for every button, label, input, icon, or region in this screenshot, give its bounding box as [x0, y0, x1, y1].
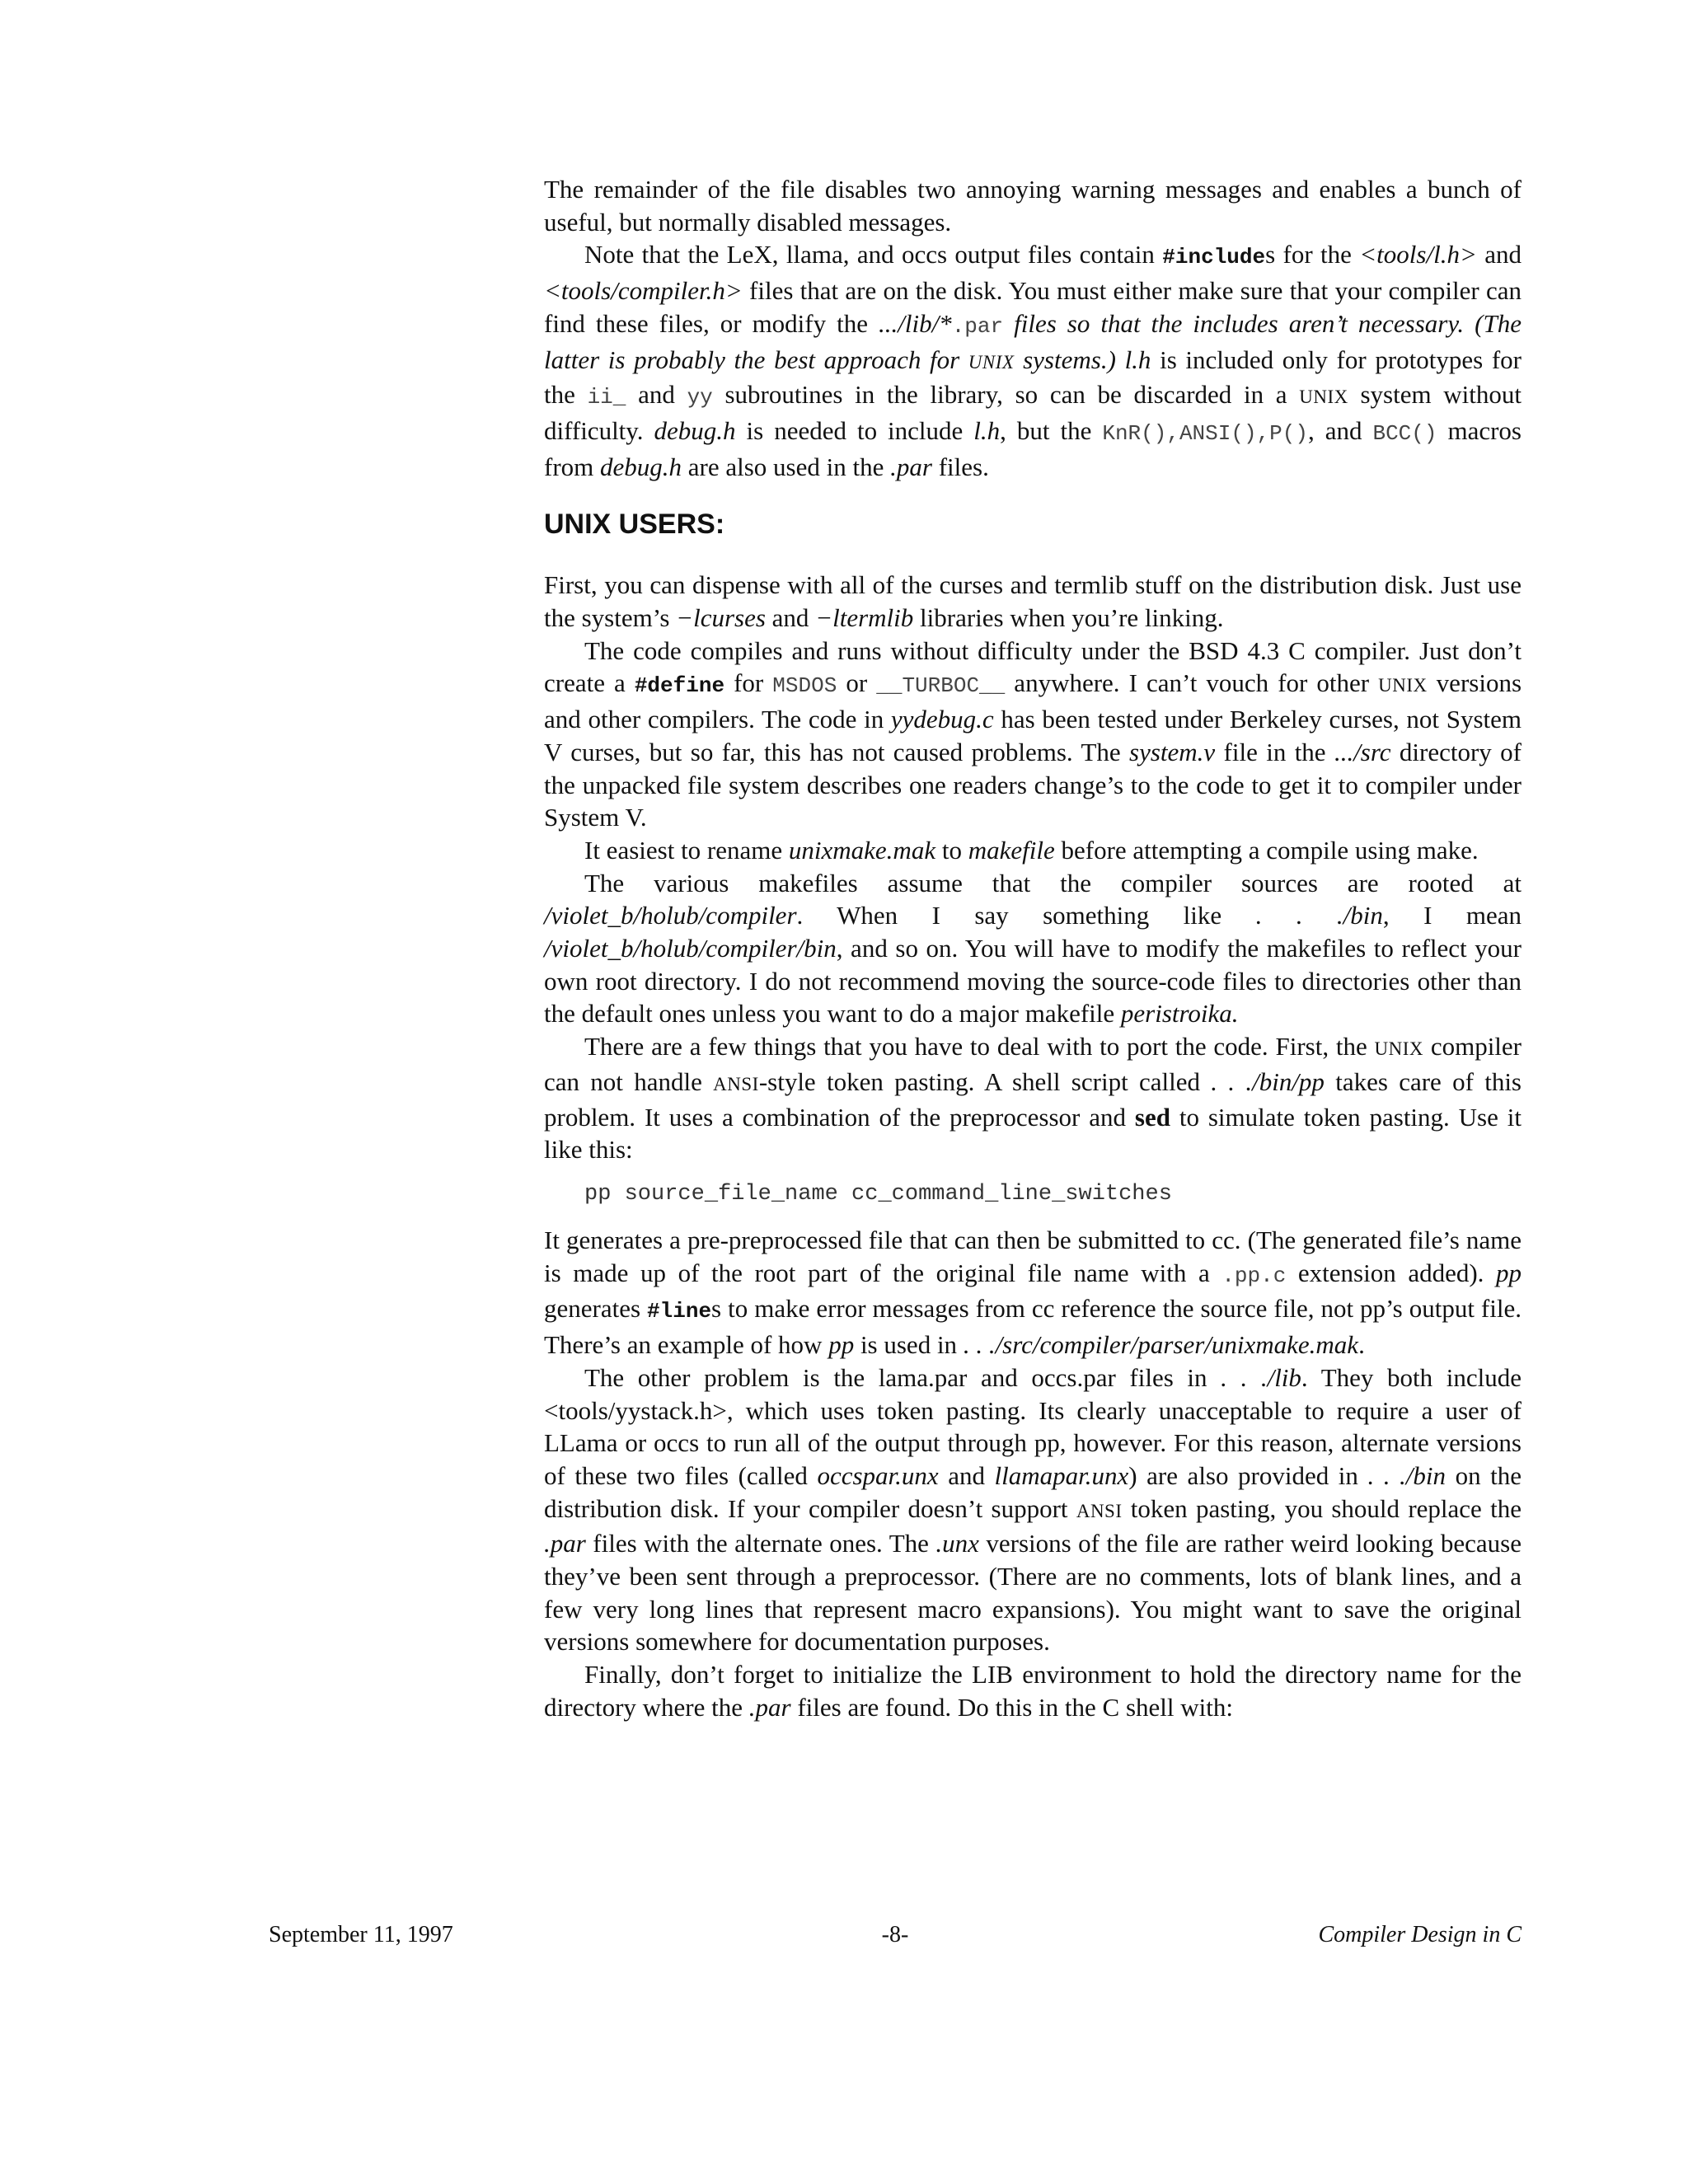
paragraph-pp-output: It generates a pre-preprocessed file that can then be submitted to cc. (The generated file’s name is made up of the root part of the original file name with a .pp.c extension added). pp generates #lines to make error messages from cc reference the source file, not pp’s output file. There’s an example of how pp is used in . . ./src/compiler/parser/unixmake.mak. — [544, 1225, 1522, 1360]
paragraph-rename: It easiest to rename unixmake.mak to makefile before attempting a compile using make. — [584, 835, 1479, 865]
line-keyword: #line — [647, 1299, 712, 1324]
page-footer — [269, 1919, 1522, 1952]
paragraph-makefiles: The various makefiles assume that the compiler sources are rooted at /violet_b/holub/compiler. When I say something like . . ./bin, I mean /violet_b/holub/compiler/bin, and so on. You will have to modify the makefiles to reflect your own root directory. I do not recommend moving the source-code files to directories other than the default ones unless you want to do a major makefile peristroika. — [544, 868, 1522, 1029]
footer-page-number: -8- — [881, 1922, 909, 1947]
body-text — [544, 173, 1522, 1724]
paragraph-lib-env: Finally, don’t forget to initialize the LIB environment to hold the directory name for the directory where the .par files are found. Do this in the C shell with: — [544, 1660, 1522, 1722]
code-example: pp source_file_name cc_command_line_switches — [584, 1181, 1172, 1207]
paragraph-par-files: The other problem is the lama.par and occs.par files in . . ./lib. They both include <tools/yystack.h>, which uses token pasting. Its clearly unacceptable to require a user of LLama or occs to run all of the output through pp, however. For this reason, alternate versions of these two files (called occspar.unx and llamapar.unx) are also provided in . . ./bin on the distribution disk. If your compiler doesn’t support ANSI token pasting, you should replace the .par files with the alternate ones. The .unx versions of the file are rather weird looking because they’ve been sent through a preprocessor. (There are no comments, lots of blank lines, and a few very long lines that represent macro expansions). You might want to save the original versions somewhere for documentation purposes. — [544, 1362, 1522, 1657]
paragraph-remainder: The remainder of the file disables two annoying warning messages and enables a bunch of useful, but normally disabled messages. — [544, 175, 1522, 237]
include-keyword: #include — [1162, 245, 1266, 270]
paragraph-curses: First, you can dispense with all of the curses and termlib stuff on the distribution disk. Just use the system’s −lcurses and −ltermlib libraries when you’re linking. — [544, 570, 1522, 633]
section-heading: UNIX USERS: — [544, 509, 725, 541]
paragraph-bsd: The code compiles and runs without difficulty under the BSD 4.3 C compiler. Just don’t create a #define for MSDOS or __TURBOC__ anywhere. I can’t vouch for other UNIX versions and other compilers. The code in yydebug.c has been tested under Berkeley curses, not System V curses, but so far, this has not caused problems. The system.v file in the .../src directory of the unpacked file system describes one readers change’s to the code to get it to compiler under System V. — [544, 635, 1522, 832]
paragraph-includes-note: Note that the LeX, llama, and occs output files contain #includes for the <tools/l.h> and <tools/compiler.h> files that are on the disk. You must either make sure that your compiler can find these files, or modify the .../lib/*.par files so that the includes aren’t necessary. (The latter is probably the best approach for UNIX systems.) l.h is included only for prototypes for the ii_ and yy subroutines in the library, so can be discarded in a UNIX system without difficulty. debug.h is needed to include l.h, but the KnR(),ANSI(),P(), and BCC() macros from debug.h are also used in the .par files. — [544, 240, 1522, 481]
footer-book-title: Compiler Design in C — [1318, 1922, 1522, 1947]
footer-date: September 11, 1997 — [269, 1922, 453, 1947]
paragraph-token-pasting: There are a few things that you have to deal with to port the code. First, the UNIX compiler can not handle ANSI-style token pasting. A shell script called . . ./bin/pp takes care of this problem. It uses a combination of the preprocessor and sed to simulate token pasting. Use it like this: — [544, 1032, 1522, 1165]
define-keyword: #define — [634, 673, 725, 699]
